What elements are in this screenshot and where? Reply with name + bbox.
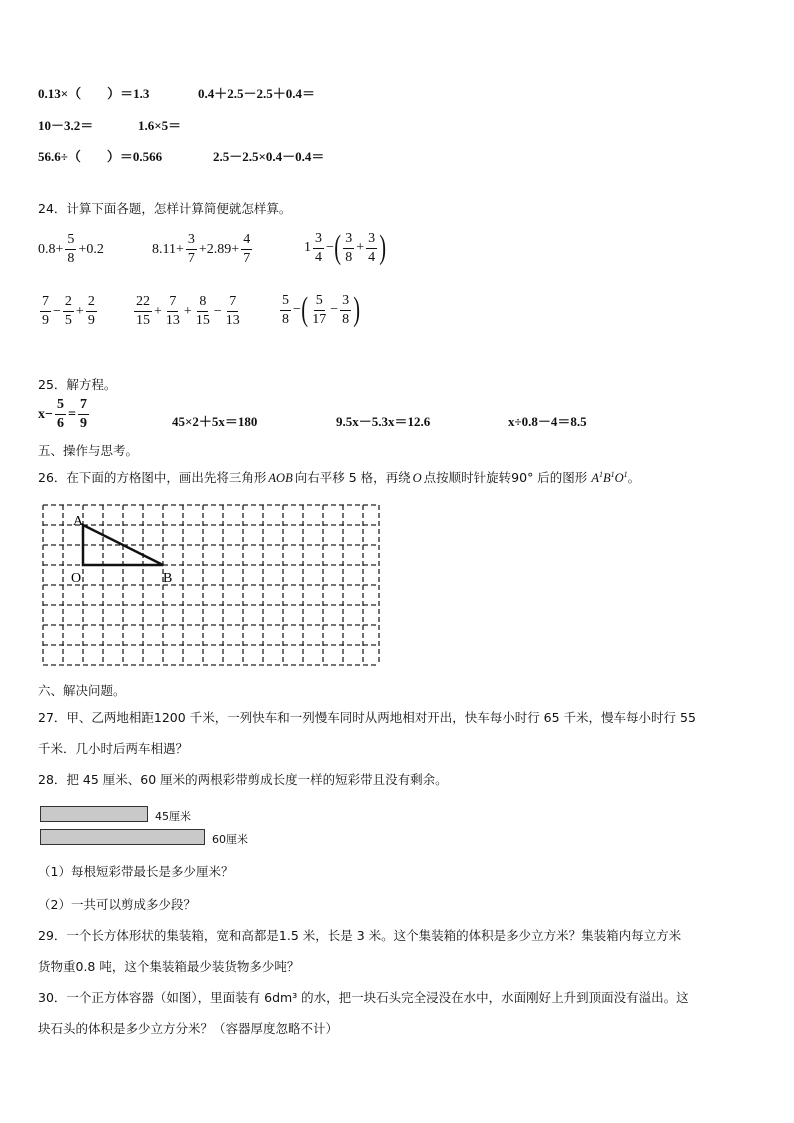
q24-title: 24．计算下面各题，怎样计算简便就怎样算。 [38,201,292,216]
ribbon-60cm-label: 60厘米 [212,833,248,846]
q27-line2: 千米．几小时后两车相遇？ [38,741,189,756]
ribbon-60cm-bar [40,829,205,845]
q28-sub1: （1）每根短彩带最长是多少厘米？ [38,864,234,879]
section-5-heading: 五、操作与思考。 [38,443,139,458]
q24-expr-2: 8.11 + $\frac{3}{7}$ + 2.89 + $\frac{4}{7}$ [152,232,251,266]
eq-row2-left: 10－3.2＝ [38,118,94,133]
q25-title: 25．解方程。 [38,377,117,392]
label-o: O [71,571,82,586]
ribbon-45cm-bar [40,806,148,822]
q24-expr-4: $\frac{7}{9}$ − $\frac{2}{5}$ + $\frac{2}{9}$ [42,294,95,328]
eq-row3-right: 2.5－2.5×0.4－0.4＝ [213,149,325,164]
eq-row1-left: 0.13×（ ）＝1.3 [38,86,150,101]
q24-expr-3: 1 $\frac{3}{4}$ − ( $\frac{3}{8}$ + $\frac{3}{4}$ ) [304,229,387,266]
ribbon-45cm-label: 45厘米 [155,810,191,823]
eq-row1-right: 0.4＋2.5－2.5＋0.4＝ [198,86,316,101]
q26-grid-figure [40,502,382,668]
q27-line1: 27．甲、乙两地相距1200 千米，一列快车和一列慢车同时从两地相对开出，快车每小时行 65 千米，慢车每小时行 55 [38,710,696,725]
label-b: B [163,571,173,586]
q30-line2: 块石头的体积是多少立方分米？（容器厚度忽略不计） [38,1021,339,1036]
q29-line1: 29．一个长方体形状的集装箱，宽和高都是1.5 米，长是 3 米。这个集装箱的体积是多少立方米？集装箱内每立方米 [38,928,682,943]
label-a: A [73,514,84,529]
q26-text: 26．在下面的方格图中，画出先将三角形 AOB 向右平移 5 格，再绕 O 点按顺时针旋转90° 后的图形 $A^1B^1O^1$ 。 [38,469,641,485]
eq-row2-right: 1.6×5＝ [138,118,182,133]
q24-expr-1: 0.8 + $\frac{5}{8}$ + 0.2 [38,232,104,266]
q28-line1: 28．把 45 厘米、60 厘米的两根彩带剪成长度一样的短彩带且没有剩余。 [38,772,448,787]
section-6-heading: 六、解决问题。 [38,683,126,698]
q25-eq-3: 9.5x－5.3x＝12.6 [336,414,431,429]
q28-sub2: （2）一共可以剪成多少段？ [38,897,196,912]
q25-eq-4: x÷0.8－4＝8.5 [508,414,587,429]
q30-line1: 30．一个正方体容器（如图），里面装有 6dm³ 的水，把一块石头完全浸没在水中，水面刚好上升到顶面没有溢出。这 [38,990,689,1005]
q25-eq-1: x − $\frac{5}{6}$ = $\frac{7}{9}$ [38,397,87,431]
q24-expr-6: $\frac{5}{8}$ − ( $\frac{5}{17}$ − $\frac{3}{8}$ ) [282,291,361,328]
q29-line2: 货物重0.8 吨，这个集装箱最少装货物多少吨？ [38,959,300,974]
eq-row3-left: 56.6÷（ ）＝0.566 [38,149,163,164]
q25-eq-2: 45×2＋5x＝180 [172,414,258,429]
q24-expr-5: $\frac{22}{15}$ + $\frac{7}{13}$ + $\frac{8}{15}$ − $\frac{7}{13}$ [136,294,240,328]
